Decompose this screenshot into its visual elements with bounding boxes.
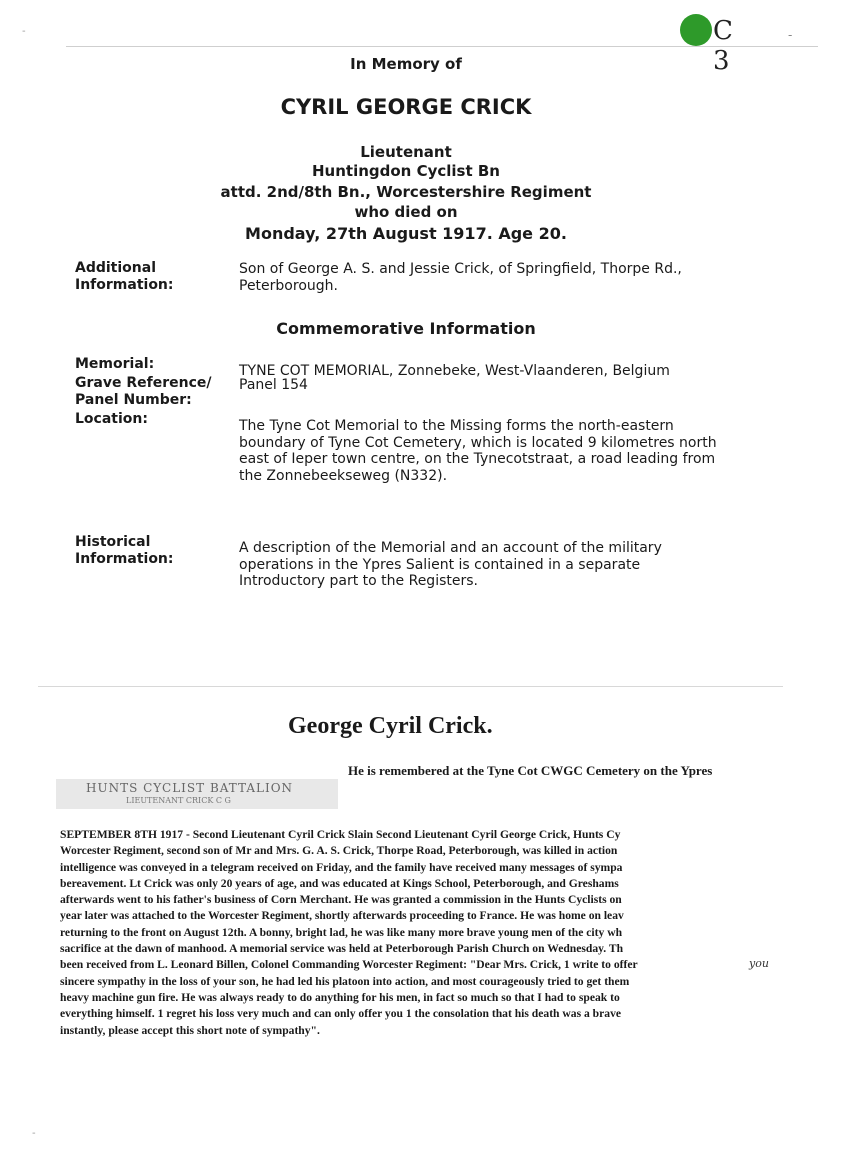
article-line: everything himself. 1 regret his loss very much and can only offer you 1 the consolation that his death was a brave <box>60 1007 622 1021</box>
article-line: sacrifice at the dawn of manhood. A memorial service was held at Peterborough Parish Church on Wednesday. Th <box>60 942 624 956</box>
grave-label: Grave Reference/ Panel Number: <box>75 375 212 408</box>
location-value <box>239 418 739 484</box>
unit: Huntingdon Cyclist Bn <box>312 162 500 180</box>
historical-value <box>239 540 739 590</box>
green-dot-icon <box>680 14 712 46</box>
location-line: The Tyne Cot Memorial to the Missing forms the north-eastern <box>239 418 674 434</box>
memory-heading: In Memory of <box>350 55 462 73</box>
location-line: boundary of Tyne Cot Cemetery, which is located 9 kilometres north <box>239 434 717 451</box>
rank: Lieutenant <box>360 143 452 161</box>
scan-mark: - <box>22 26 26 37</box>
memorial-value: TYNE COT MEMORIAL, Zonnebeke, West-Vlaanderen, Belgium <box>239 363 670 379</box>
newspaper-article <box>38 686 783 1077</box>
scan-mark: - <box>788 28 793 42</box>
historical-label: Historical Information: <box>75 534 174 567</box>
scan-mark: - <box>32 1128 36 1139</box>
casualty-name: CYRIL GEORGE CRICK <box>280 95 532 119</box>
handwritten-note: you <box>749 957 769 970</box>
attached-regiment: attd. 2nd/8th Bn., Worcestershire Regiment <box>220 183 592 201</box>
who-died: who died on <box>354 203 458 221</box>
grave-value: Panel 154 <box>239 377 308 393</box>
additional-line: Peterborough. <box>239 277 338 294</box>
stamp-battalion: HUNTS CYCLIST BATTALION <box>86 781 294 795</box>
additional-value <box>239 261 739 294</box>
article-line: been received from L. Leonard Billen, Colonel Commanding Worcester Regiment: "Dear Mrs. Crick, 1 write to offer <box>60 958 638 972</box>
battalion-stamp <box>56 779 338 809</box>
article-line: bereavement. Lt Crick was only 20 years of age, and was educated at Kings School, Peterborough, and Greshams <box>60 876 619 890</box>
article-line: heavy machine gun fire. He was always ready to do anything for his men, in fact so much so that I had to speak to <box>60 990 620 1004</box>
historical-line: operations in the Ypres Salient is contained in a separate <box>239 556 641 573</box>
location-line: the Zonnebeekseweg (N332). <box>239 467 448 484</box>
remembered-line: He is remembered at the Tyne Cot CWGC Cemetery on the Ypres <box>348 763 713 778</box>
article-line: sincere sympathy in the loss of your son, he had led his platoon into action, and most courageously tried to get them <box>60 974 630 988</box>
page-code: C 3 <box>713 16 735 76</box>
additional-label: Additional Information: <box>75 260 174 293</box>
article-body <box>60 827 734 1039</box>
historical-line: A description of the Memorial and an account of the military <box>239 540 662 556</box>
additional-line: Son of George A. S. and Jessie Crick, of Springfield, Thorpe Rd., <box>239 261 682 277</box>
article-line: afterwards went to his father's business of Corn Merchant. He was granted a commission in the Hunts Cyclists on <box>60 893 622 907</box>
article-line: intelligence was conveyed in a telegram received on Friday, and the family have received many messages of sympa <box>60 860 623 874</box>
article-line: year later was attached to the Worcester Regiment, shortly afterwards proceeding to France. He was home on leav <box>60 909 624 923</box>
stamp-name: LIEUTENANT CRICK C G <box>126 796 231 805</box>
location-line: east of Ieper town centre, on the Tynecotstraat, a road leading from <box>239 451 716 467</box>
death-date-age: Monday, 27th August 1917. Age 20. <box>245 224 567 243</box>
location-label: Location: <box>75 411 148 427</box>
article-line: returning to the front on August 12th. A bonny, bright lad, he was like many more brave young men of the city wh <box>60 925 623 939</box>
historical-line: Introductory part to the Registers. <box>239 573 478 589</box>
article-line: SEPTEMBER 8TH 1917 - Second Lieutenant Cyril Crick Slain Second Lieutenant Cyril George Crick, Hunts Cy <box>60 828 621 841</box>
article-line: instantly, please accept this short note of sympathy". <box>60 1023 320 1037</box>
memorial-label: Memorial: <box>75 356 155 372</box>
cwgc-record <box>66 46 818 637</box>
article-title: George Cyril Crick. <box>288 713 493 739</box>
commemorative-heading: Commemorative Information <box>276 319 536 338</box>
article-line: Worcester Regiment, second son of Mr and Mrs. G. A. S. Crick, Thorpe Road, Peterborough, was killed in action <box>60 844 618 858</box>
